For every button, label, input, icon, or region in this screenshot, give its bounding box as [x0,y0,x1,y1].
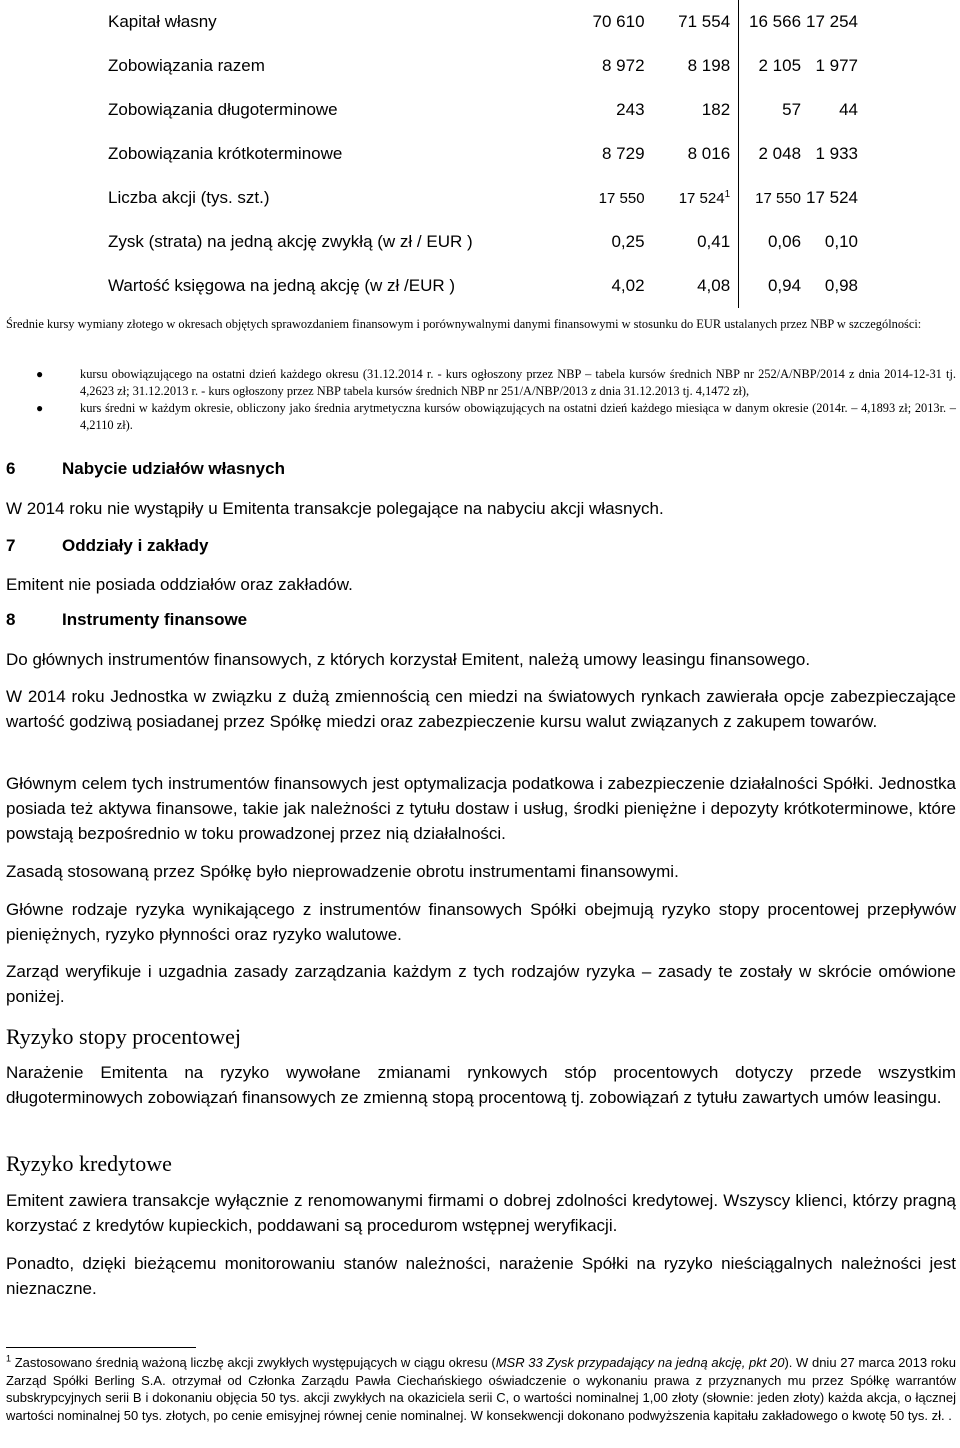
row-label: Wartość księgowa na jedną akcję (w zł /EUR ) [108,276,456,295]
exchange-rates-list [6,366,956,434]
cell-value: 1 933 [815,144,858,163]
cell-value: 4,02 [611,276,645,295]
cell-value: 17 550 [598,189,645,207]
paragraph: W 2014 roku Jednostka w związku z dużą zmiennością cen miedzi na światowych rynkach zawierała opcje zabezpieczające wartość godziwą posiadanej przez Spółkę miedzi oraz zabezpieczenie kursu walut związanych z zakupem towarów. [6,687,956,731]
list-item-text: kurs średni w każdym okresie, obliczony jako średnia arytmetyczna kursów obowiązujących na ostatni dzień każdego miesiąca w danym okresie (2014r. – 4,1893 zł; 2013r. – 4,2110 zł). [80,401,956,432]
cell-value-with-footnote [647,176,739,220]
cell-value: 0,25 [611,232,645,251]
cell-value: 16 566 [749,12,802,31]
section-title: Nabycie udziałów własnych [62,459,285,478]
table-row [108,132,858,176]
cell-value: 182 [647,88,739,132]
cell-value: 0,98 [824,276,858,295]
bullet-icon: ● [36,367,44,381]
cell-value: 57 [782,100,802,119]
section-title: Instrumenty finansowe [62,610,248,629]
cell-value: 8 729 [602,144,645,163]
row-label: Zobowiązania długoterminowe [108,100,338,119]
exchange-rates-note: Średnie kursy wymiany złotego w okresach objętych sprawozdaniem finansowym i porównywalnymi danymi finansowymi w stosunku do EUR ustalanych przez NBP w szczególności: [6,317,922,331]
section-heading-8 [6,610,247,630]
cell-value: 1 977 [815,56,858,75]
footnote-text-end: ). W dniu 27 marca 2013 roku Zarząd Spółki Berling S.A. otrzymał od Członka Zarządu Pawła Ciechańskiego oświadczenie o wykonaniu prawa z przyznanych mu przez Spółkę warrantów subskrypcyjnych serii B i dokonaniu objęcia 50 tys. akcji zwykłych na okaziciela serii C, o wartości nominalnej 1,00 złoty (słownie: jeden złoty) każda akcja, o łącznej wartości nominalnej 50 tys. złotych, po cenie emisyjnej równej cenie nominalnej. W konsekwencji dokonano podwyższenia kapitału zakładowego o kwotę 50 tys. zł. . [6,1355,956,1423]
cell-value: 8 198 [647,44,739,88]
paragraph: Emitent nie posiada oddziałów oraz zakładów. [6,575,353,594]
cell-value: 0,94 [767,276,802,295]
section-number: 8 [6,610,16,629]
table-row [108,220,858,264]
paragraph: Do głównych instrumentów finansowych, z których korzystał Emitent, należą umowy leasingu finansowego. [6,650,811,669]
footnote-text-start: Zastosowano średnią ważoną liczbę akcji zwykłych występujących w ciągu okresu ( [14,1355,496,1370]
row-label: Kapitał własny [108,12,217,31]
financial-data-table [108,0,858,308]
cell-value: 8 972 [602,56,645,75]
cell-value: 17 550 [755,189,802,207]
table-row [108,88,858,132]
bullet-icon: ● [36,401,44,415]
cell-value: 4,08 [647,264,739,308]
footnote-marker[interactable]: 1 [724,188,731,200]
table-row [108,0,858,44]
footnote-marker: 1 [6,1353,12,1364]
paragraph: Narażenie Emitenta na ryzyko wywołane zmianami rynkowych stóp procentowych dotyczy przede wszystkim długoterminowych zobowiązań finansowych ze zmienną stopą procentową tj. zobowiązań z tytułu zawartych umów leasingu. [6,1063,956,1107]
subsection-heading-credit-risk: Ryzyko kredytowe [6,1151,172,1176]
cell-value: 0,41 [647,220,739,264]
row-label: Zysk (strata) na jedną akcję zwykłą (w zł / EUR ) [108,232,473,251]
cell-value: 17 254 [806,12,858,31]
cell-value: 0,10 [824,232,858,251]
paragraph: Zasadą stosowaną przez Spółkę było nieprowadzenie obrotu instrumentami finansowymi. [6,862,679,881]
table-row [108,44,858,88]
cell-value: 44 [839,100,858,119]
cell-value: 0,06 [767,232,802,251]
row-label: Zobowiązania razem [108,56,265,75]
list-item [6,366,956,400]
list-item [6,400,956,434]
paragraph: Główne rodzaje ryzyka wynikającego z instrumentów finansowych Spółki obejmują ryzyko stopy procentowej przepływów pieniężnych, ryzyko płynności oraz ryzyko walutowe. [6,900,956,944]
footnote [6,1354,956,1424]
footnote-citation: MSR 33 Zysk przypadający na jedną akcję, pkt 20 [495,1355,785,1370]
section-heading-7 [6,536,208,556]
section-title: Oddziały i zakłady [62,536,209,555]
section-number: 6 [6,459,16,478]
row-label: Zobowiązania krótkoterminowe [108,144,343,163]
section-number: 7 [6,536,16,555]
table-row [108,176,858,220]
cell-value: 17 524 [678,189,725,207]
cell-value: 70 610 [592,12,645,31]
subsection-heading-rate-risk: Ryzyko stopy procentowej [6,1024,241,1049]
paragraph: Ponadto, dzięki bieżącemu monitorowaniu stanów należności, narażenie Spółki na ryzyko nieściągalnych należności jest nieznaczne. [6,1254,956,1298]
paragraph: Emitent zawiera transakcje wyłącznie z renomowanymi firmami o dobrej zdolności kredytowej. Wszyscy klienci, którzy pragną korzystać z kredytów kupieckich, poddawani są procedurom wstępnej weryfikacji. [6,1191,956,1235]
footnote-divider [6,1347,196,1348]
cell-value: 243 [616,100,645,119]
cell-value: 2 048 [758,144,802,163]
cell-value: 8 016 [647,132,739,176]
row-label: Liczba akcji (tys. szt.) [108,188,270,207]
paragraph: Zarząd weryfikuje i uzgadnia zasady zarządzania każdym z tych rodzajów ryzyka – zasady te zostały w skrócie omówione poniżej. [6,962,956,1006]
paragraph: Głównym celem tych instrumentów finansowych jest optymalizacja podatkowa i zabezpieczenie działalności Spółki. Jednostka posiada też aktywa finansowe, takie jak należności z tytułu dostaw i usług, środki pieniężne i depozyty krótkoterminowe, które powstają bezpośrednio w toku prowadzonej przez nią działalności. [6,774,956,843]
cell-value: 71 554 [647,0,739,44]
cell-value: 17 524 [806,188,858,207]
paragraph: W 2014 roku nie wystąpiły u Emitenta transakcje polegające na nabyciu akcji własnych. [6,499,664,518]
list-item-text: kursu obowiązującego na ostatni dzień każdego okresu (31.12.2014 r. - kurs ogłoszony przez NBP – tabela kursów średnich NBP nr 252/A/NBP/2014 z dnia 2014-12-31 tj. 4,2623 zł; 31.12.2013 r. - kurs ogłoszony przez NBP tabela kursów średnich NBP nr 251/A/NBP/2013 z dnia 31.12.2013 tj. 4,1472 zł), [80,367,956,398]
table-row [108,264,858,308]
section-heading-6 [6,459,285,479]
cell-value: 2 105 [758,56,802,75]
